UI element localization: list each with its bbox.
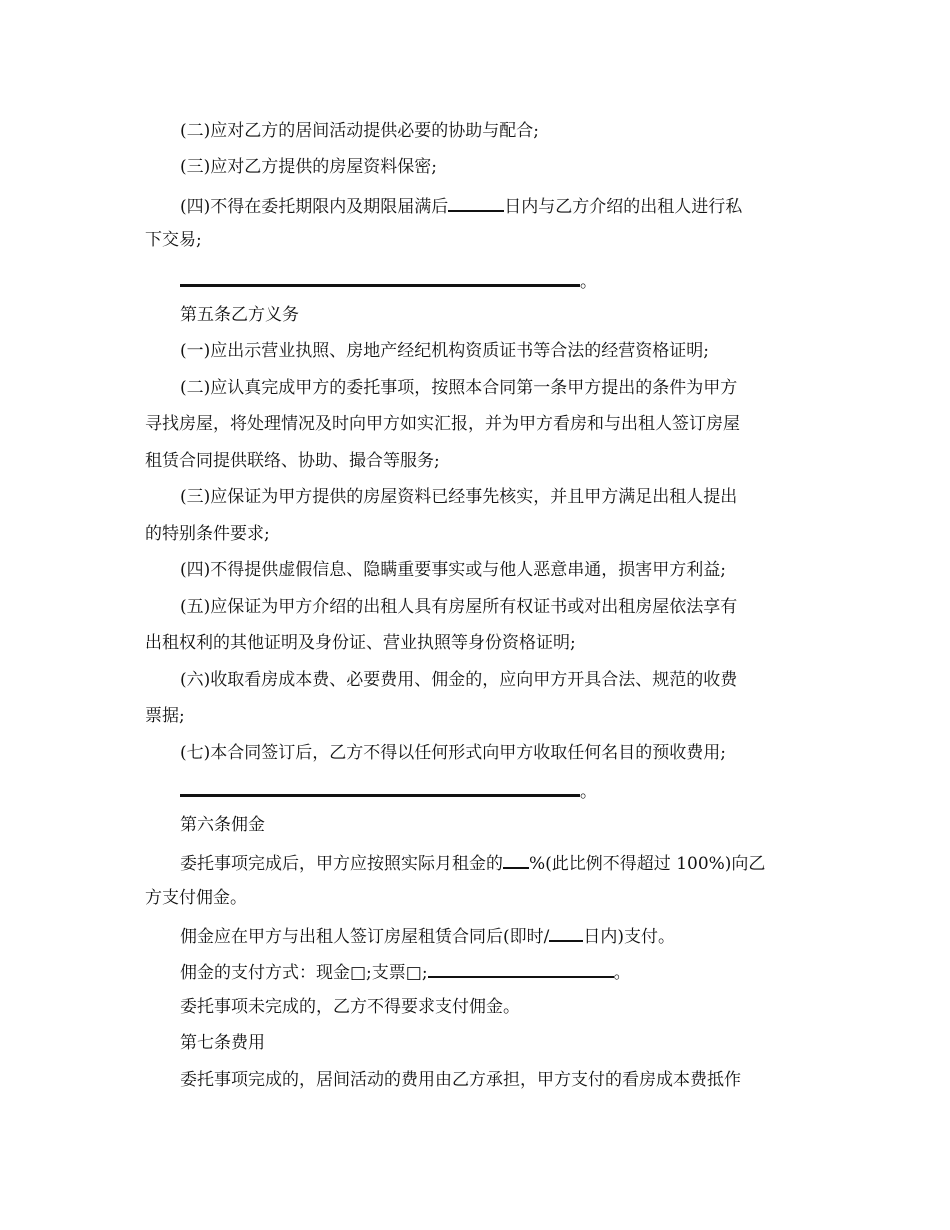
fill-blank-percent: [503, 851, 529, 869]
clause-line: [180, 560, 726, 580]
text-span: 的特别条件要求;: [145, 524, 270, 544]
fill-blank-rule: [180, 268, 580, 287]
text-span: 日内与乙方介绍的出租人进行私: [504, 197, 743, 217]
text-span: 委托事项完成后，甲方应按照实际月租金的: [180, 854, 503, 874]
text-span: 。: [613, 963, 631, 983]
section-heading: [180, 305, 299, 325]
clause-line: [180, 194, 742, 217]
clause-line: [180, 341, 709, 361]
blank-rule-line: [180, 268, 597, 292]
text-span: 第六条佣金: [180, 815, 265, 835]
fill-blank-days: [549, 924, 583, 942]
clause-line: [145, 451, 440, 471]
clause-line: [145, 633, 576, 653]
text-span: (三)应保证为甲方提供的房屋资料已经事先核实，并且甲方满足出租人提出: [180, 487, 738, 507]
clause-line: [180, 851, 765, 874]
fill-blank-rule: [180, 778, 580, 797]
text-span: 方支付佣金。: [145, 888, 247, 908]
text-span: 下交易;: [145, 230, 202, 250]
text-span: (三)应对乙方提供的房屋资料保密;: [180, 157, 437, 177]
text-span: (一)应出示营业执照、房地产经纪机构资质证书等合法的经营资格证明;: [180, 341, 709, 361]
text-span: 委托事项未完成的，乙方不得要求支付佣金。: [180, 997, 520, 1017]
text-span: 第七条费用: [180, 1033, 265, 1053]
text-span: (四)不得提供虚假信息、隐瞒重要事实或与他人恶意串通，损害甲方利益;: [180, 560, 726, 580]
section-heading: [180, 815, 265, 835]
text-span: 。: [580, 782, 597, 802]
text-span: 佣金的支付方式：现金□;支票□;: [180, 963, 428, 983]
clause-line: [180, 1070, 741, 1090]
text-span: 出租权利的其他证明及身份证、营业执照等身份资格证明;: [145, 633, 576, 653]
clause-line: [180, 670, 737, 690]
fill-blank-payment-method: [428, 960, 614, 978]
text-span: 租赁合同提供联络、协助、撮合等服务;: [145, 451, 440, 471]
text-span: (五)应保证为甲方介绍的出租人具有房屋所有权证书或对出租房屋依法享有: [180, 597, 738, 617]
section-heading: [180, 1033, 265, 1053]
clause-line: [180, 997, 520, 1017]
text-span: 委托事项完成的，居间活动的费用由乙方承担，甲方支付的看房成本费抵作: [180, 1070, 741, 1090]
clause-line: [145, 706, 185, 726]
text-span: %(此比例不得超过 100%)向乙: [529, 854, 766, 874]
clause-line: [145, 888, 247, 908]
fill-blank-days: [448, 194, 504, 212]
clause-line: [180, 924, 675, 947]
clause-line: [145, 230, 202, 250]
clause-line: [180, 597, 737, 617]
text-span: 。: [580, 272, 597, 292]
clause-line: [180, 743, 726, 763]
text-span: (四)不得在委托期限内及期限届满后: [180, 197, 449, 217]
clause-line: [180, 960, 631, 983]
clause-line: [180, 487, 737, 507]
text-span: 票据;: [145, 706, 185, 726]
text-span: (二)应对乙方的居间活动提供必要的协助与配合;: [180, 121, 539, 141]
clause-line: [180, 378, 737, 398]
text-span: 日内)支付。: [583, 927, 675, 947]
clause-line: [145, 524, 270, 544]
text-span: (六)收取看房成本费、必要费用、佣金的，应向甲方开具合法、规范的收费: [180, 670, 738, 690]
text-span: (七)本合同签订后，乙方不得以任何形式向甲方收取任何名目的预收费用;: [180, 743, 726, 763]
text-span: 佣金应在甲方与出租人签订房屋租赁合同后(即时/: [180, 927, 550, 947]
clause-line: [180, 157, 437, 177]
blank-rule-line: [180, 778, 597, 802]
text-span: 寻找房屋，将处理情况及时向甲方如实汇报，并为甲方看房和与出租人签订房屋: [145, 414, 740, 434]
text-span: (二)应认真完成甲方的委托事项，按照本合同第一条甲方提出的条件为甲方: [180, 378, 738, 398]
clause-line: [145, 414, 740, 434]
clause-line: [180, 121, 539, 141]
text-span: 第五条乙方义务: [180, 305, 299, 325]
